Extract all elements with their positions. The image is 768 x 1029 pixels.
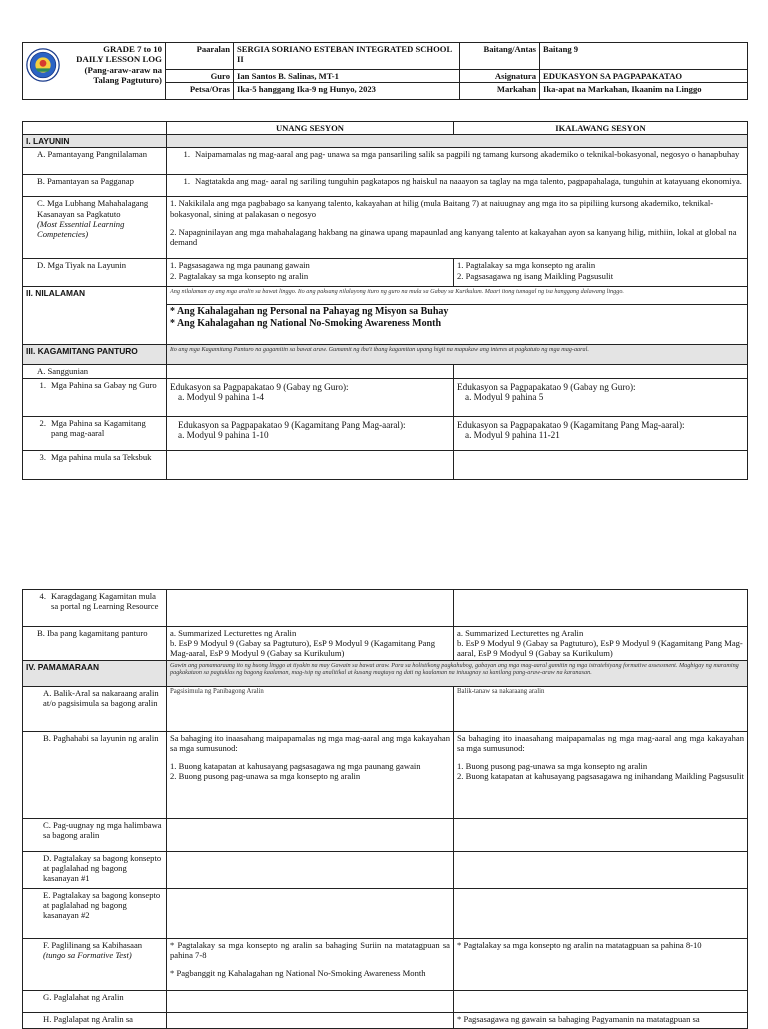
title-line-4: Talang Pagtuturo)	[93, 75, 162, 86]
nilalaman-note: Ang nilalaman ay ang mga aralin sa bawat linggo. Ito ang paksang nilalayong ituro ng guro na mula sa Gabay sa Kurikulum. Maari itong tumagal ng isa hanggang dalawang linggo.	[167, 287, 748, 305]
paaralan-value: SERGIA SORIANO ESTEBAN INTEGRATED SCHOOL II	[234, 43, 460, 70]
baitang-label: Baitang/Antas	[460, 43, 540, 70]
guro-label: Guro	[166, 70, 234, 83]
label-tiyak-na-layunin: D. Mga Tiyak na Layunin	[23, 259, 167, 287]
gabay-ng-guro-session-2: Edukasyon sa Pagpapakatao 9 (Gabay ng Guro): a. Modyul 9 pahina 5	[454, 378, 748, 416]
baitang-value: Baitang 9	[540, 43, 748, 70]
guro-value: Ian Santos B. Salinas, MT-1	[234, 70, 460, 83]
text-pamantayang-pangnilalaman: 1. Naipamamalas ng mag-aaral ang pag- unawa sa mga pansariling salik sa pagpili ng tamang kursong akademiko o teknikal-bokasyonal, negosyo o hanapbuhay	[167, 148, 748, 175]
section-heading-nilalaman: II. NILALAMAN	[23, 287, 167, 345]
section-heading-pamamaraan: IV. PAMAMARAAN	[23, 660, 167, 686]
label-paglilinang: F. Paglilinang sa Kabihasaan (tungo sa Formative Test)	[23, 938, 167, 990]
label-paglalapat: H. Paglalapat ng Aralin sa	[23, 1012, 167, 1028]
text-melc: 1. Nakikilala ang mga pagbabago sa kanyang talento, kakayahan at hilig (mula Baitang 7) at naiuugnay ang mga ito sa pipiliing kursong akademiko, teknikal-bokasyonal, sining at palakasan o negosyo 2. Napagninilayan ang mga mahahalagang hakbang na ginawa upang mapaunlad ang kanyang talento at kakayahan ayon sa kanyang hilig, mithiin, lokal at global na demand	[167, 197, 748, 259]
deped-seal-icon	[26, 48, 60, 82]
label-paghahabi: B. Paghahabi sa layunin ng aralin	[23, 731, 167, 818]
section-heading-layunin: I. LAYUNIN	[23, 135, 167, 148]
lesson-table-continued	[22, 589, 748, 1029]
title-line-2: DAILY LESSON LOG	[76, 54, 162, 65]
column-header-session-2: IKALAWANG SESYON	[454, 122, 748, 135]
title-line-1: GRADE 7 to 10	[103, 44, 162, 54]
label-gabay-ng-guro: 1. Mga Pahina sa Gabay ng Guro	[23, 378, 167, 416]
column-header-session-1: UNANG SESYON	[167, 122, 454, 135]
markahan-value: Ika-apat na Markahan, Ikaanim na Linggo	[540, 83, 748, 100]
tiyak-na-layunin-session-2: 1. Pagtalakay sa mga konsepto ng aralin 2. Pagsasagawa ng isang Maikling Pagsusulit	[454, 259, 748, 287]
paglalapat-session-2: * Pagsasagawa ng gawain sa bahaging Pagyamanin na matatagpuan sa	[454, 1012, 748, 1028]
label-balik-aral: A. Balik-Aral sa nakaraang aralin at/o pagsisimula sa bagong aralin	[23, 686, 167, 731]
gabay-ng-guro-session-1: Edukasyon sa Pagpapakatao 9 (Gabay ng Guro): a. Modyul 9 pahina 1-4	[167, 378, 454, 416]
section-heading-kagamitan: III. KAGAMITANG PANTURO	[23, 345, 167, 365]
lesson-table-page-2	[22, 589, 747, 1029]
paglilinang-session-1: * Pagtalakay sa mga konsepto ng aralin sa bahaging Suriin na matatagpuan sa pahina 7-8 * Pagbanggit ng Kahalagahan ng National No-Smoking Awareness Month	[167, 938, 454, 990]
nilalaman-topics: * Ang Kahalagahan ng Personal na Pahayag ng Misyon sa Buhay * Ang Kahalagahan ng National No-Smoking Awareness Month	[167, 305, 748, 345]
petsa-label: Petsa/Oras	[166, 83, 234, 100]
kagamitan-note: Ito ang mga Kagamitang Panturo na gagamitin sa bawat araw. Gumamit ng iba't ibang kagamitan upang higit na mapukaw ang interes at pagkatuto ng mga mag-aaral.	[167, 345, 748, 365]
label-learning-resource: 4. Karagdagang Kagamitan mula sa portal ng Learning Resource	[23, 590, 167, 627]
label-kagamitang-pang-mag-aaral: 2. Mga Pahina sa Kagamitang pang mag-aaral	[23, 416, 167, 450]
label-sanggunian: A. Sanggunian	[23, 365, 167, 378]
label-paglalahat: G. Paglalahat ng Aralin	[23, 990, 167, 1012]
label-pagtalakay-2: E. Pagtalakay sa bagong konsepto at paglalahad ng bagong kasanayan #2	[23, 888, 167, 938]
label-melc: C. Mga Lubhang Mahahalagang Kasanayan sa Pagkatuto (Most Essential Learning Competencies)	[23, 197, 167, 259]
iba-pang-kagamitan-session-2: a. Summarized Lecturettes ng Aralin b. EsP 9 Modyul 9 (Gabay sa Pagtuturo), EsP 9 Modyul 9 (Kagamitang Pang Mag-aaral, EsP 9 Modyul 9 (Gabay sa Kurikulum)	[454, 627, 748, 661]
asignatura-label: Asignatura	[460, 70, 540, 83]
label-pamantayang-pangnilalaman: A. Pamantayang Pangnilalaman	[23, 148, 167, 175]
kagamitang-pang-mag-aaral-session-2: Edukasyon sa Pagpapakatao 9 (Kagamitang Pang Mag-aaral): a. Modyul 9 pahina 11-21	[454, 416, 748, 450]
asignatura-value: EDUKASYON SA PAGPAPAKATAO	[540, 70, 748, 83]
title-line-3: (Pang-araw-araw na	[84, 64, 162, 75]
paghahabi-session-1: Sa bahaging ito inaasahang maipapamalas ng mga mag-aaral ang mga kakayahan sa mga sumusunod: 1. Buong katapatan at kahusayang pagsasagawa ng mga paunang gawain 2. Buong pusong pag-unawa sa mga konsepto ng aralin	[167, 731, 454, 818]
balik-aral-session-2: Balik-tanaw sa nakaraang aralin	[454, 686, 748, 731]
label-pamantayan-sa-pagganap: B. Pamantayan sa Pagganap	[23, 175, 167, 197]
text-pamantayan-sa-pagganap: 1. Nagtatakda ang mag- aaral ng sariling tunguhin pagkatapos ng haiskul na naaayon sa taglay na mga talento, pagpapahalaga, tunguhin at katayuang ekonomiya.	[167, 175, 748, 197]
petsa-value: Ika-5 hanggang Ika-9 ng Hunyo, 2023	[234, 83, 460, 100]
label-pag-uugnay: C. Pag-uugnay ng mga halimbawa sa bagong aralin	[23, 818, 167, 851]
iba-pang-kagamitan-session-1: a. Summarized Lecturettes ng Aralin b. EsP 9 Modyul 9 (Gabay sa Pagtuturo), EsP 9 Modyul 9 (Kagamitang Pang Mag-aaral, EsP 9 Modyul 9 (Gabay sa Kurikulum)	[167, 627, 454, 661]
tiyak-na-layunin-session-1: 1. Pagsasagawa ng mga paunang gawain 2. Pagtalakay sa mga konsepto ng aralin	[167, 259, 454, 287]
pamamaraan-note: Gawin ang pamamaraang ito ng buong linggo at tiyakin na may Gawain sa bawat araw. Para sa holistikong pagkahubog, gabayan ang mga mag-aaral gamitin ng mga istratehiyang formative assessment. Magbigay ng maraming pagkakataon sa pagtuklas ng bagong kaalaman, mag-isip ng analitikal at kusang magtaya ng dati ng kaalaman na iniuugnay sa kanilang pang-araw-araw na karanasan.	[167, 660, 748, 686]
lesson-table-page-1	[22, 121, 747, 480]
kagamitang-pang-mag-aaral-session-1: Edukasyon sa Pagpapakatao 9 (Kagamitang Pang Mag-aaral): a. Modyul 9 pahina 1-10	[167, 416, 454, 450]
paaralan-label: Paaralan	[166, 43, 234, 70]
label-teksbuk: 3. Mga pahina mula sa Teksbuk	[23, 450, 167, 479]
markahan-label: Markahan	[460, 83, 540, 100]
paghahabi-session-2: Sa bahaging ito inaasahang maipapamalas ng mga mag-aaral ang mga kakayahan sa mga sumusunod: 1. Buong pusong pag-unawa sa mga konsepto ng aralin 2. Buong katapatan at kahusayang pagsasagawa ng inihandang Maikling Pagsusulit	[454, 731, 748, 818]
lesson-table	[22, 121, 748, 480]
header-block	[22, 42, 747, 100]
header-title-cell	[23, 43, 166, 100]
label-pagtalakay-1: D. Pagtalakay sa bagong konsepto at paglalahad ng bagong kasanayan #1	[23, 851, 167, 888]
label-iba-pang-kagamitan: B. Iba pang kagamitang panturo	[23, 627, 167, 661]
balik-aral-session-1: Pagsisimula ng Panibagong Aralin	[167, 686, 454, 731]
header-table	[22, 42, 748, 100]
paglilinang-session-2: * Pagtalakay sa mga konsepto ng aralin na matatagpuan sa pahina 8-10	[454, 938, 748, 990]
